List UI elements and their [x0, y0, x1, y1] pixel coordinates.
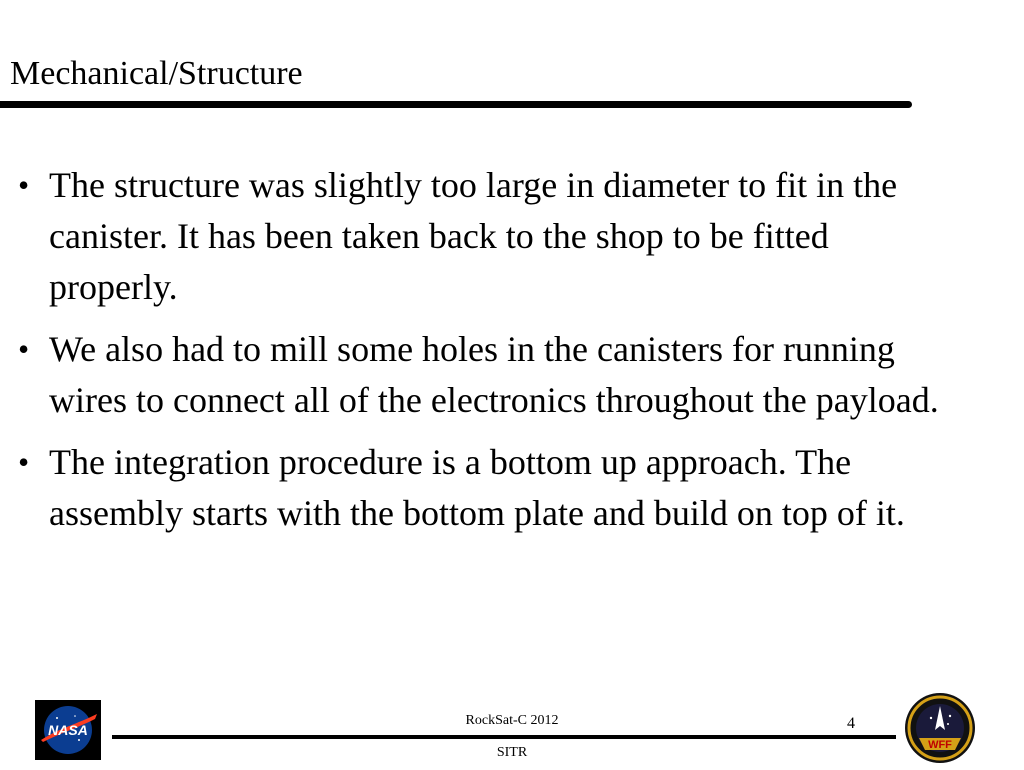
- nasa-logo-label: NASA: [48, 722, 88, 738]
- bullet-item: [18, 437, 948, 539]
- bullet-text: The structure was slightly too large in diameter to fit in the canister. It has been taken back to the shop to be fitted properly.: [49, 165, 898, 307]
- bullet-text: The integration procedure is a bottom up approach. The assembly starts with the bottom plate and build on top of it.: [49, 442, 905, 533]
- bullet-dot-icon: •: [18, 331, 30, 367]
- slide-title: Mechanical/Structure: [10, 55, 303, 92]
- footer-event-name: RockSat-C 2012: [465, 713, 559, 728]
- footer-divider: [112, 735, 896, 739]
- page-number: 4: [847, 715, 855, 732]
- bullet-text: We also had to mill some holes in the canisters for running wires to connect all of the electronics throughout the payload.: [49, 329, 939, 420]
- footer-team-name: SITR: [496, 745, 528, 760]
- wff-mission-patch-icon: [903, 690, 977, 766]
- bullet-dot-icon: •: [18, 444, 30, 480]
- bullet-dot-icon: •: [18, 167, 30, 203]
- bullet-list: [18, 160, 948, 550]
- wff-logo-label: WFF: [928, 739, 952, 751]
- title-underline: [0, 101, 912, 108]
- bullet-item: [18, 324, 948, 426]
- bullet-item: [18, 160, 948, 313]
